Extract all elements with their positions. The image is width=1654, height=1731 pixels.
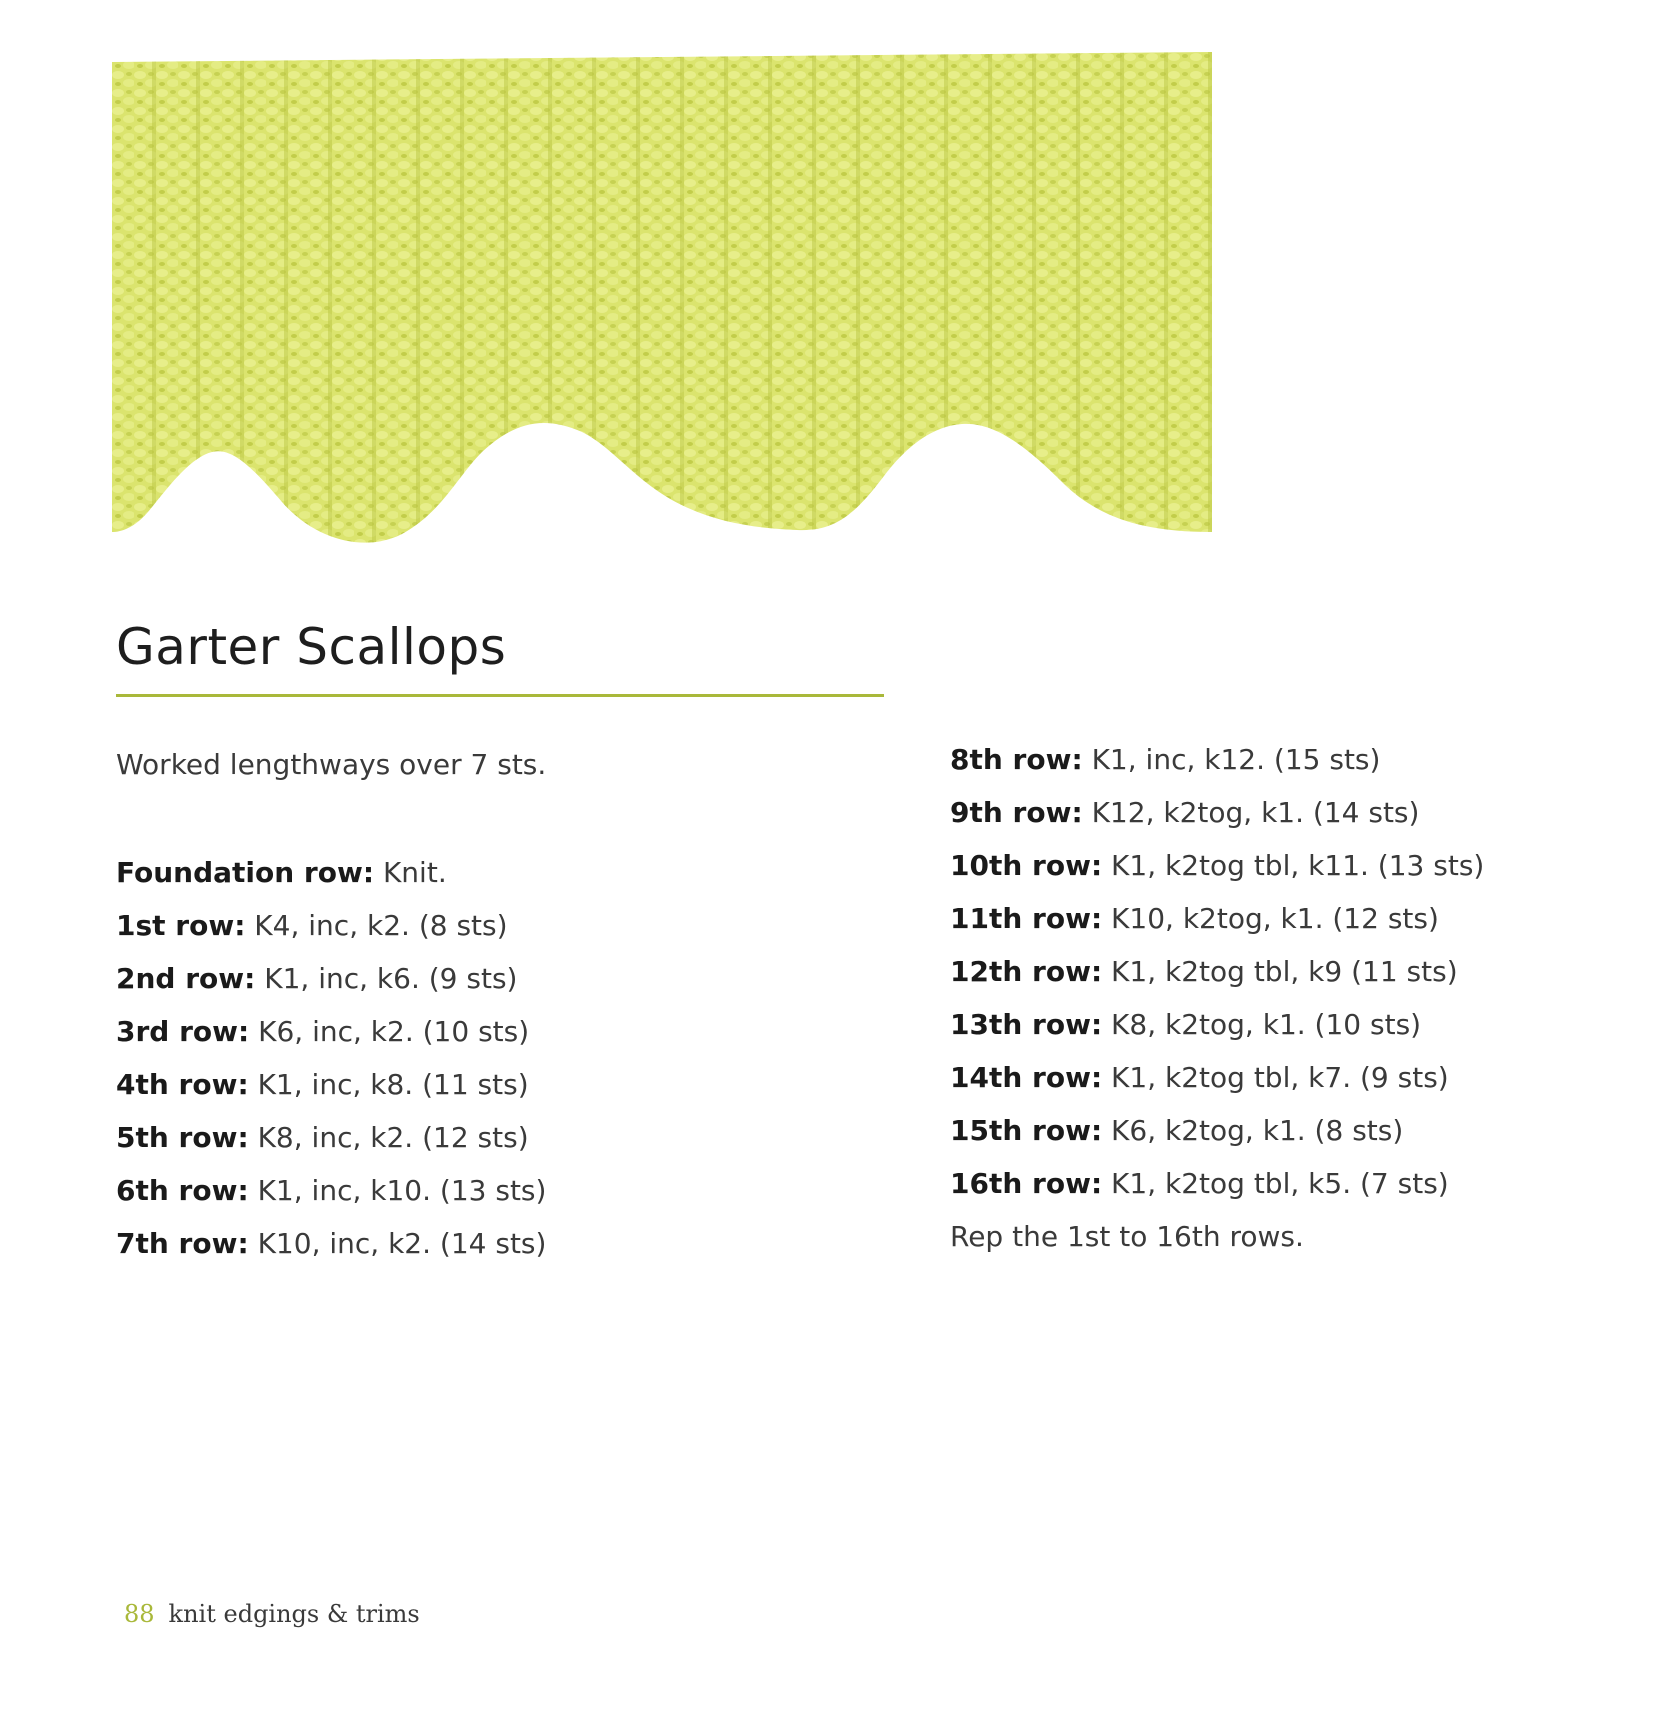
row-label: 3rd row: [116,1015,250,1048]
instruction-row [116,1012,546,1065]
instruction-row [950,1164,1484,1217]
row-label: 4th row: [116,1068,249,1101]
row-text: K1, inc, k10. (13 sts) [248,1174,547,1207]
knitted-swatch-photo [112,52,1212,562]
instructions-right-column [950,740,1484,1270]
row-label: 5th row: [116,1121,249,1154]
instruction-row [950,846,1484,899]
row-text: K6, inc, k2. (10 sts) [249,1015,530,1048]
instruction-row [950,952,1484,1005]
row-label: 15th row: [950,1114,1103,1147]
row-text: K6, k2tog, k1. (8 sts) [1102,1114,1404,1147]
repeat-instruction [950,1217,1484,1270]
instruction-row [116,1171,546,1224]
row-label: 12th row: [950,955,1103,988]
row-text: K1, inc, k8. (11 sts) [248,1068,529,1101]
instruction-row [950,1005,1484,1058]
row-text: K1, inc, k6. (9 sts) [255,962,518,995]
row-label: 10th row: [950,849,1103,882]
row-text: Knit. [374,856,447,889]
row-text: K10, inc, k2. (14 sts) [248,1227,547,1260]
instruction-row [950,1111,1484,1164]
row-label: 16th row: [950,1167,1103,1200]
instruction-row [116,959,546,1012]
row-label: 6th row: [116,1174,249,1207]
row-text: K8, inc, k2. (12 sts) [248,1121,529,1154]
instruction-row [950,793,1484,846]
instruction-row [116,1224,546,1277]
row-label: 11th row: [950,902,1103,935]
row-text: K1, inc, k12. (15 sts) [1082,743,1381,776]
page-number: 88 [124,1600,155,1628]
instruction-row [116,906,546,959]
row-text: K1, k2tog tbl, k9 (11 sts) [1102,955,1458,988]
instruction-row [116,1118,546,1171]
section-title: knit edgings & trims [168,1600,420,1628]
instruction-row [116,1065,546,1118]
title-underline [116,694,884,697]
row-label: 9th row: [950,796,1083,829]
row-text: K4, inc, k2. (8 sts) [245,909,508,942]
row-label: 8th row: [950,743,1083,776]
row-label: 7th row: [116,1227,249,1260]
instruction-row [950,899,1484,952]
row-label: 14th row: [950,1061,1103,1094]
row-text: K1, k2tog tbl, k7. (9 sts) [1102,1061,1449,1094]
row-text: K10, k2tog, k1. (12 sts) [1102,902,1439,935]
row-label: Foundation row: [116,856,375,889]
page-footer [124,1600,420,1628]
row-text: K1, k2tog tbl, k5. (7 sts) [1102,1167,1449,1200]
row-text: K8, k2tog, k1. (10 sts) [1102,1008,1422,1041]
row-text: Rep the 1st to 16th rows. [950,1220,1304,1253]
row-label: 2nd row: [116,962,256,995]
instruction-row [950,740,1484,793]
page-title: Garter Scallops [116,618,507,676]
instruction-row [116,853,546,906]
row-label: 1st row: [116,909,246,942]
instructions-left-column [116,853,546,1277]
row-text: K12, k2tog, k1. (14 sts) [1082,796,1420,829]
instruction-row [950,1058,1484,1111]
intro-text: Worked lengthways over 7 sts. [116,748,547,781]
row-text: K1, k2tog tbl, k11. (13 sts) [1102,849,1485,882]
row-label: 13th row: [950,1008,1103,1041]
